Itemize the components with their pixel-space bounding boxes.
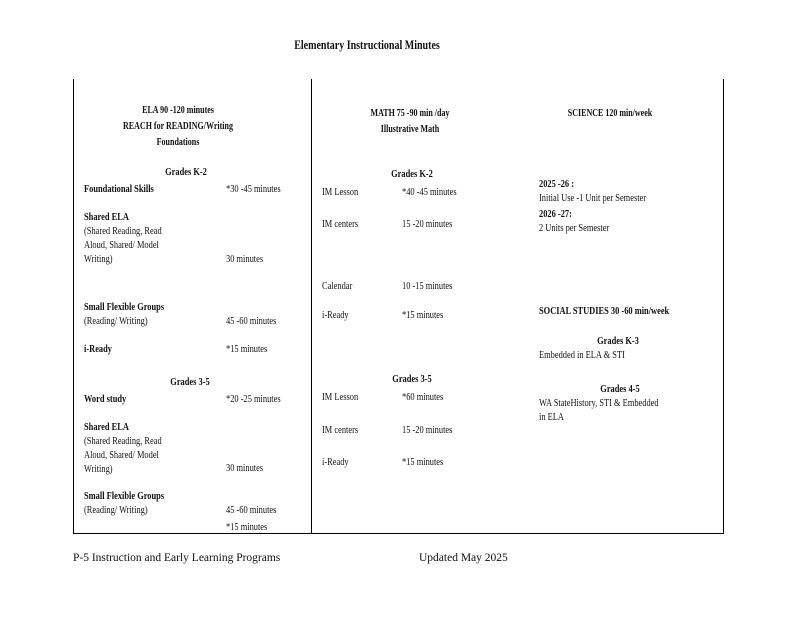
ela-header-line-1: ELA 90 -120 minutes: [142, 105, 214, 116]
ela-g35-detail: (Reading/ Writing): [84, 505, 148, 516]
math-g35-minutes: *60 minutes: [402, 392, 444, 403]
science-year-1: 2025 -26 :: [539, 179, 574, 190]
ela-g35-minutes: 30 minutes: [226, 463, 264, 474]
math-k2-label: IM Lesson: [322, 187, 359, 198]
ela-g35-minutes: 45 -60 minutes: [226, 505, 277, 516]
math-g35-label: IM Lesson: [322, 392, 359, 403]
science-year-2: 2026 -27:: [539, 209, 572, 220]
ela-k2-heading: Grades K-2: [165, 167, 207, 178]
footer-right: Updated May 2025: [419, 552, 508, 564]
math-g35-heading: Grades 3-5: [392, 374, 432, 385]
science-year-2-detail: 2 Units per Semester: [539, 223, 610, 234]
ela-g35-minutes: *20 -25 minutes: [226, 394, 281, 405]
ela-k2-detail: (Shared Reading, Read Aloud, Shared/ Model Writing): [84, 226, 162, 265]
ela-k2-minutes: 45 -60 minutes: [226, 316, 277, 327]
ela-k2-label: Shared ELA: [84, 212, 129, 223]
social-studies-k3-detail: Embedded in ELA & STI: [539, 350, 625, 361]
math-k2-minutes: 15 -20 minutes: [402, 219, 453, 230]
math-k2-minutes: *15 minutes: [402, 310, 444, 321]
ela-g35-label: Shared ELA: [84, 422, 129, 433]
math-k2-label: Calendar: [322, 281, 353, 292]
science-year-1-detail: Initial Use -1 Unit per Semester: [539, 193, 647, 204]
social-studies-header: SOCIAL STUDIES 30 -60 min/week: [539, 306, 670, 317]
ela-header: [123, 103, 233, 151]
ela-k2-minutes: *15 minutes: [226, 344, 268, 355]
social-studies-g45-heading: Grades 4-5: [600, 384, 640, 395]
ela-k2-minutes: 30 minutes: [226, 254, 264, 265]
social-studies-k3-heading: Grades K-3: [597, 336, 639, 347]
column-divider: [311, 79, 312, 534]
ela-k2-minutes: *30 -45 minutes: [226, 184, 281, 195]
social-studies-g45-detail: in ELA: [539, 412, 564, 423]
math-g35-label: i-Ready: [322, 457, 349, 468]
ela-k2-detail: (Reading/ Writing): [84, 316, 148, 327]
ela-header-line-3: Foundations: [156, 137, 200, 148]
math-k2-label: i-Ready: [322, 310, 349, 321]
ela-k2-label: i-Ready: [84, 344, 112, 355]
ela-g35-label: Word study: [84, 394, 127, 405]
math-k2-minutes: 10 -15 minutes: [402, 281, 453, 292]
math-header-line-2: Illustrative Math: [380, 124, 440, 135]
ela-g35-label: Small Flexible Groups: [84, 491, 165, 502]
ela-g35-detail: (Shared Reading, Read Aloud, Shared/ Model Writing): [84, 436, 162, 475]
footer-left: P-5 Instruction and Early Learning Programs: [73, 552, 281, 564]
math-header-line-1: MATH 75 -90 min /day: [370, 108, 450, 119]
math-header: [371, 106, 450, 138]
ela-g35-heading: Grades 3-5: [170, 377, 210, 388]
math-g35-minutes: 15 -20 minutes: [402, 425, 453, 436]
page-title: Elementary Instructional Minutes: [294, 38, 440, 52]
math-g35-minutes: *15 minutes: [402, 457, 444, 468]
ela-g35-extra-minutes: *15 minutes: [226, 522, 268, 533]
math-k2-heading: Grades K-2: [391, 169, 433, 180]
math-k2-minutes: *40 -45 minutes: [402, 187, 457, 198]
ela-k2-label: Small Flexible Groups: [84, 302, 165, 313]
science-header: SCIENCE 120 min/week: [567, 108, 653, 119]
math-k2-label: IM centers: [322, 219, 359, 230]
ela-header-line-2: REACH for READING/Writing: [123, 121, 233, 132]
math-g35-label: IM centers: [322, 425, 359, 436]
social-studies-g45-detail: WA StateHistory, STI & Embedded: [539, 398, 659, 409]
ela-k2-label: Foundational Skills: [84, 184, 154, 195]
